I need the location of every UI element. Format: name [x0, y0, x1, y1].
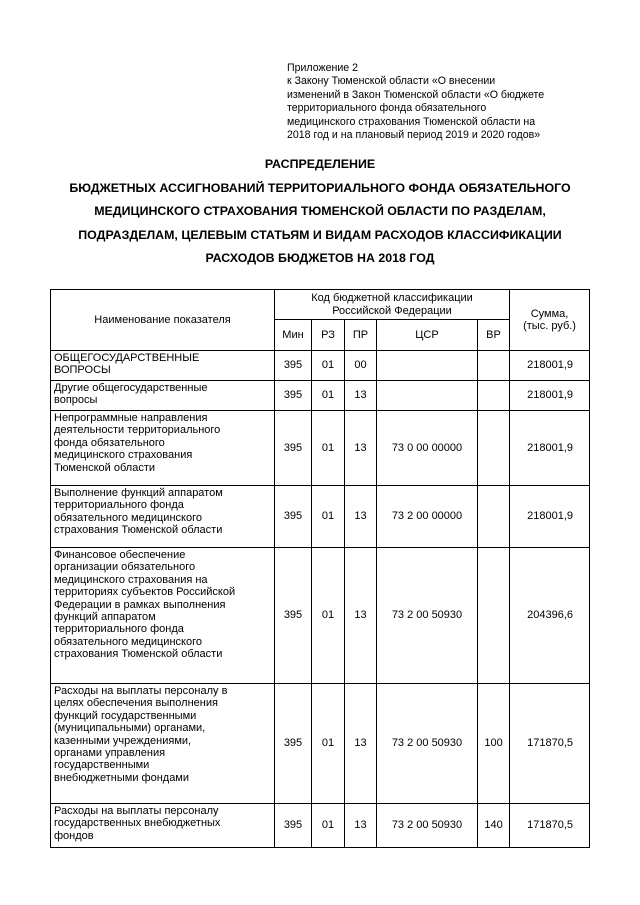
document-title: [40, 153, 600, 271]
cell-min: 395: [275, 486, 312, 548]
row-name-line: Расходы на выплаты персоналу в: [54, 685, 228, 697]
cell-sum: 218001,9: [510, 486, 590, 548]
title-line: РАСХОДОВ БЮДЖЕТОВ НА 2018 ГОД: [205, 251, 435, 266]
row-name: [51, 548, 275, 684]
cell-vr: 140: [478, 804, 510, 848]
cell-pr: 13: [345, 548, 377, 684]
row-name: [51, 804, 275, 848]
budget-table: [50, 289, 590, 848]
header-sum-line: Сумма,: [530, 307, 569, 320]
header-rz: РЗ: [312, 320, 345, 351]
cell-csr: 73 2 00 50930: [377, 548, 478, 684]
annex-line: 2018 год и на плановый период 2019 и 2020 годов»: [287, 129, 541, 142]
row-name-line: медицинского страхования: [54, 449, 193, 462]
cell-csr: 73 2 00 00000: [377, 486, 478, 548]
row-name: [51, 411, 275, 486]
row-name-line: деятельности территориального: [54, 424, 221, 437]
table-row: [51, 351, 590, 381]
row-name-line: территориях субъектов Российской: [54, 586, 236, 599]
row-name-line: функций государственными: [54, 709, 197, 722]
row-name: [51, 381, 275, 411]
row-name-line: внебюджетными фондами: [54, 771, 190, 784]
cell-min: 395: [275, 684, 312, 804]
header-pr: ПР: [345, 320, 377, 351]
cell-vr: [478, 411, 510, 486]
row-name-line: функций аппаратом: [54, 611, 156, 624]
header-code-line: Российской Федерации: [332, 304, 452, 317]
cell-rz: 01: [312, 411, 345, 486]
table-row: [51, 411, 590, 486]
header-name: Наименование показателя: [51, 290, 275, 351]
cell-rz: 01: [312, 351, 345, 381]
cell-csr: [377, 351, 478, 381]
cell-pr: 00: [345, 351, 377, 381]
header-code-group: [275, 290, 510, 320]
cell-sum: 218001,9: [510, 381, 590, 411]
cell-rz: 01: [312, 381, 345, 411]
cell-pr: 13: [345, 804, 377, 848]
row-name-line: Финансовое обеспечение: [54, 549, 186, 561]
cell-pr: 13: [345, 381, 377, 411]
row-name: [51, 684, 275, 804]
table-row: [51, 381, 590, 411]
table-body: [51, 351, 590, 848]
header-csr: ЦСР: [377, 320, 478, 351]
cell-sum: 204396,6: [510, 548, 590, 684]
row-name-line: обязательного медицинского: [54, 511, 202, 524]
row-name-line: Расходы на выплаты персоналу: [54, 805, 219, 817]
cell-min: 395: [275, 804, 312, 848]
row-name-line: медицинского страхования на: [54, 573, 208, 586]
cell-min: 395: [275, 548, 312, 684]
row-name: [51, 351, 275, 381]
title-line: ПОДРАЗДЕЛАМ, ЦЕЛЕВЫМ СТАТЬЯМ И ВИДАМ РАСХОДОВ КЛАССИФИКАЦИИ: [78, 227, 562, 242]
cell-csr: 73 0 00 00000: [377, 411, 478, 486]
row-name-line: Другие общегосударственные: [54, 382, 208, 394]
row-name-line: целях обеспечения выполнения: [54, 697, 218, 710]
row-name-line: Непрограммные направления: [54, 412, 208, 424]
row-name-line: вопросы: [54, 394, 98, 407]
cell-rz: 01: [312, 548, 345, 684]
row-name-line: организации обязательного: [54, 561, 196, 574]
table-row: [51, 548, 590, 684]
row-name-line: казенными учреждениями,: [54, 734, 192, 747]
header-min: Мин: [275, 320, 312, 351]
table-row: [51, 804, 590, 848]
row-name-line: страхования Тюменской области: [54, 524, 223, 537]
cell-rz: 01: [312, 486, 345, 548]
cell-csr: 73 2 00 50930: [377, 684, 478, 804]
row-name-line: ОБЩЕГОСУДАРСТВЕННЫЕ: [54, 352, 200, 364]
row-name-line: Тюменской области: [54, 461, 156, 474]
cell-vr: [478, 486, 510, 548]
cell-sum: 218001,9: [510, 351, 590, 381]
cell-min: 395: [275, 381, 312, 411]
title-line: РАСПРЕДЕЛЕНИЕ: [264, 157, 376, 171]
annex-note: [287, 62, 587, 142]
cell-pr: 13: [345, 411, 377, 486]
cell-csr: 73 2 00 50930: [377, 804, 478, 848]
row-name-line: обязательного медицинского: [54, 635, 202, 648]
cell-sum: 171870,5: [510, 804, 590, 848]
title-line: БЮДЖЕТНЫХ АССИГНОВАНИЙ ТЕРРИТОРИАЛЬНОГО ФОНДА ОБЯЗАТЕЛЬНОГО: [69, 180, 571, 195]
annex-line: медицинского страхования Тюменской области на: [287, 115, 536, 128]
header-sum: [510, 290, 590, 351]
row-name-line: фондов: [54, 829, 94, 842]
title-line: МЕДИЦИНСКОГО СТРАХОВАНИЯ ТЮМЕНСКОЙ ОБЛАСТИ ПО РАЗДЕЛАМ,: [94, 204, 546, 219]
header-code-line: Код бюджетной классификации: [311, 292, 473, 305]
row-name-line: государственных внебюджетных: [54, 817, 221, 830]
row-name-line: ВОПРОСЫ: [54, 364, 111, 377]
cell-vr: [478, 548, 510, 684]
table-row: [51, 684, 590, 804]
cell-min: 395: [275, 351, 312, 381]
cell-vr: [478, 381, 510, 411]
cell-rz: 01: [312, 804, 345, 848]
cell-min: 395: [275, 411, 312, 486]
cell-sum: 171870,5: [510, 684, 590, 804]
cell-vr: 100: [478, 684, 510, 804]
header-sum-line: (тыс. руб.): [523, 320, 576, 332]
row-name: [51, 486, 275, 548]
cell-pr: 13: [345, 486, 377, 548]
row-name-line: страхования Тюменской области: [54, 648, 223, 661]
row-name-line: Выполнение функций аппаратом: [54, 487, 223, 499]
header-vr: ВР: [478, 320, 510, 351]
annex-line: изменений в Закон Тюменской области «О бюджете: [287, 88, 545, 101]
cell-vr: [478, 351, 510, 381]
row-name-line: Федерации в рамках выполнения: [54, 598, 226, 611]
annex-line: Приложение 2: [287, 62, 358, 74]
row-name-line: территориального фонда: [54, 623, 184, 636]
row-name-line: (муниципальными) органами,: [54, 722, 206, 735]
table-row: [51, 486, 590, 548]
annex-line: территориального фонда обязательного: [287, 102, 487, 115]
annex-line: к Закону Тюменской области «О внесении: [287, 75, 496, 88]
cell-csr: [377, 381, 478, 411]
cell-sum: 218001,9: [510, 411, 590, 486]
row-name-line: органами управления: [54, 747, 166, 760]
cell-pr: 13: [345, 684, 377, 804]
row-name-line: государственными: [54, 759, 150, 772]
cell-rz: 01: [312, 684, 345, 804]
row-name-line: фонда обязательного: [54, 436, 165, 449]
row-name-line: территориального фонда: [54, 499, 184, 512]
